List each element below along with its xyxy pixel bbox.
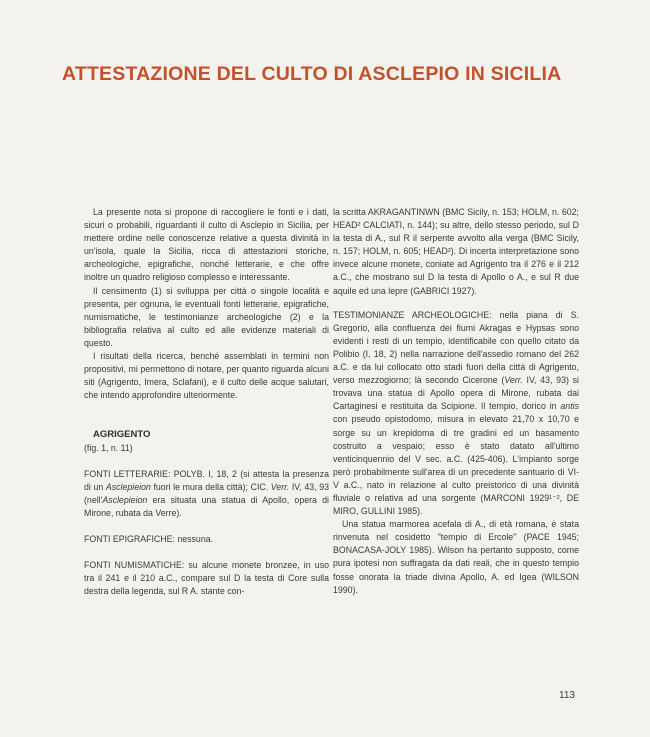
page-title: ATTESTAZIONE DEL CULTO DI ASCLEPIO IN SICILIA [62,63,562,85]
intro-paragraph-3: I risultati della ricerca, benché assemblati in termini non propositivi, mi permettono di notare, per quanto riguarda alcuni siti (Agrigento, Imera, Sclafani), e il culto delle acque salutari, che intendo approfondire ulteriormente. [84,351,329,401]
testimonianze-archeologiche-paragraph: TESTIMONIANZE ARCHEOLOGICHE: nella piana di S. Gregorio, alla confluenza dei fiumi Akragas e Hypsas sono evidenti i resti di un tempio, identificabile con quello citato da Polibio (I, 18, 2) nella narrazione dell'assedio romano del 262 a.C. e da lui collocato otto stadi fuori della città di Agrigento, verso mezzogiorno; là secondo Cicerone (Verr. IV, 43, 93) si trovava una statua di Apollo opera di Mirone, rubata dai Cartaginesi e restituita da Scipione. Il tempio, dorico in antis con pseudo opistodomo, misura in elevato 21,70 x 10,70 e sorge su un krepidoma di tre gradini ed un basamento costruito a vespaio; esso è stato datato all'ultimo venticinquennio del V sec. a.C. (425-406). L'impianto sorge però probabilmente sull'area di un precedente santuario di VI-V a.C., nato in relazione al culto preistorico di una divinità fluviale o relativa ad una sorgente (MARCONI 1929¹⁻², DE MIRO, GULLINI 1985). [333,309,579,517]
statua-paragraph: Una statua marmorea acefala di A., di età romana, è stata rinvenuta nel cosidetto ''tempio di Ercole'' (PACE 1945; BONACASA-JOLY 1985). Wilson ha pertanto supposto, come pura ipotesi non suffragata da dati reali, che in questo tempio fosse onorata la triade divina Apollo, A. ed Igea (WILSON 1990). [333,519,579,595]
page-number: 113 [559,690,575,701]
fonti-epigrafiche-paragraph: FONTI EPIGRAFICHE: nessuna. [84,533,214,544]
intro-paragraph-1: La presente nota si propone di raccogliere le fonti e i dati, sicuri o probabili, riguardanti il culto di Asclepio in Sicilia, per mettere ordine nelle conoscenze relative a questa divinità in un'isola, quale la Sicilia, ricca di attestazioni storiche, archeologiche, epigrafiche, nonché letterarie, e che offre inoltre un quadro religioso complesso e interessante. [84,207,329,283]
section-figure-ref: (fig. 1, n. 11) [84,442,133,453]
numismatiche-continuation: la scritta AKRAGANTINWN (BMC Sicily, n. 153; HOLM, n. 602; HEAD² CALCIATI, n. 144); su altre, dello stesso periodo, sul D la testa di A., sul R il serpente avvolto alla verga (BMC Sicily, n. 157; HOLM, n. 605; HEAD²). Di incerta interpretazione sono invece alcune monete, coniate ad Agrigento tra il 276 e il 212 a.C., che mostrano sul D la testa di Apollo o A., e sul R due aquile ed una lepre (GABRICI 1927). [333,207,579,296]
right-column [333,206,579,597]
intro-paragraph-2: Il censimento (1) si sviluppa per città o singole località e presenta, per ognuna, le eventuali fonti letterarie, epigrafiche, numismatiche, le testimonianze archeologiche (2) e la bibliografia relativa al culto ed alle evidenze materiali di questo. [84,285,329,348]
left-column [84,206,329,598]
fonti-numismatiche-paragraph: FONTI NUMISMATICHE: su alcune monete bronzee, in uso tra il 241 e il 210 a.C., compare sul D la testa di Core sulla destra della legenda, sul R A. stante con- [84,560,329,597]
section-heading: AGRIGENTO [93,429,151,441]
fonti-letterarie-paragraph: FONTI LETTERARIE: POLYB. I, 18, 2 (si attesta la presenza di un Asclepieion fuori le mura della città); CIC. Verr. IV, 43, 93 (nell'Asclepieion era situata una statua di Apollo, opera di Mirone, rubata da Verre). [84,468,330,518]
